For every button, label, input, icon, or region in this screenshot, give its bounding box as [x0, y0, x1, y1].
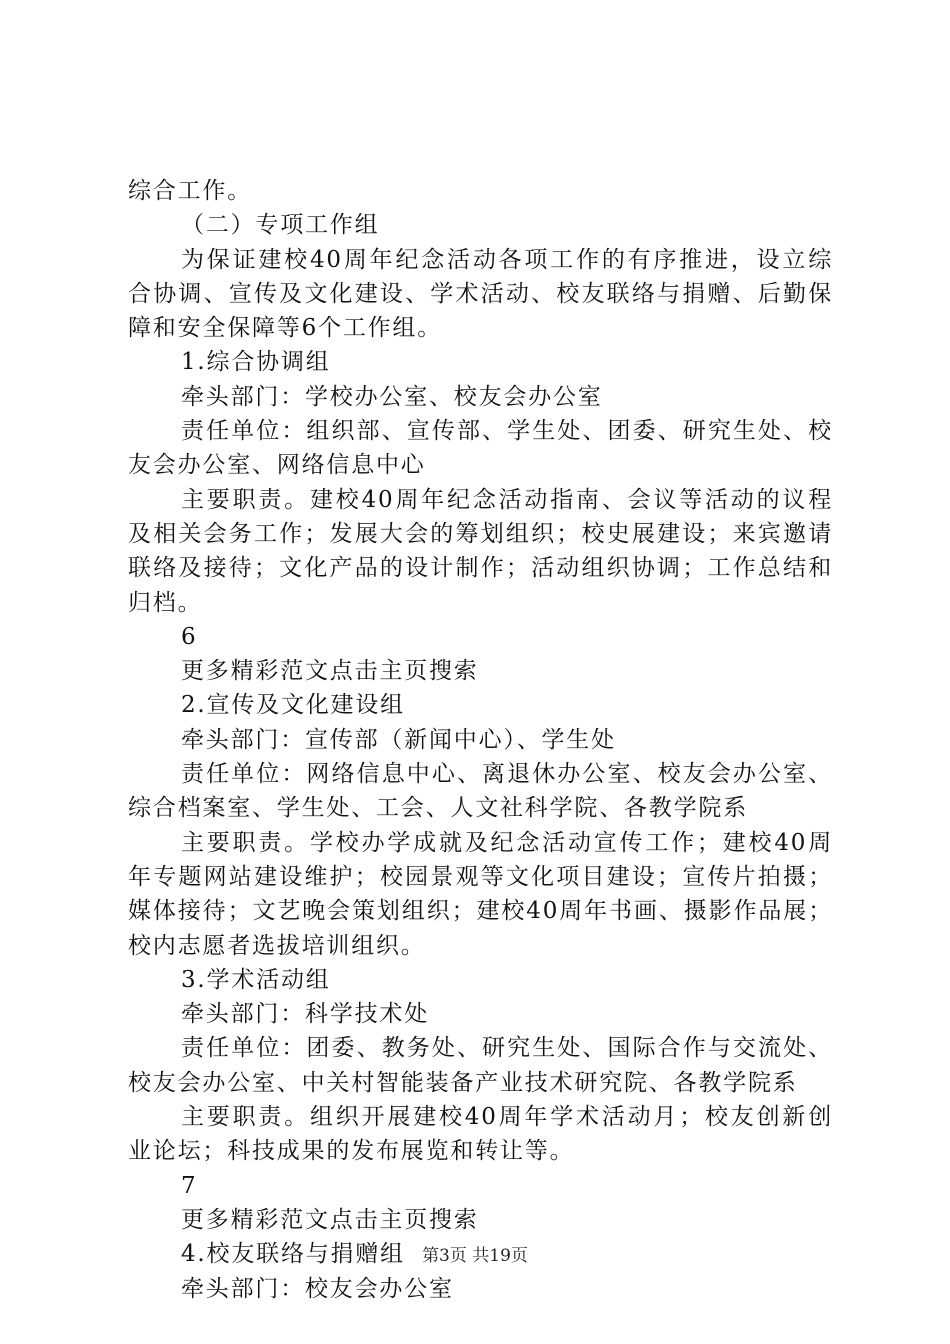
paragraph: 4.校友联络与捐赠组 — [181, 1241, 405, 1268]
paragraph: 牵头部门：宣传部（新闻中心）、学生处 — [181, 726, 616, 753]
paragraph: 6 — [181, 623, 198, 650]
paragraph: 综合工作。 — [128, 178, 252, 204]
paragraph: （二）专项工作组 — [181, 212, 380, 239]
paragraph: 更多精彩范文点击主页搜索 — [181, 658, 479, 685]
paragraph: 牵头部门：校友会办公室 — [181, 1275, 454, 1302]
paragraph: 3.学术活动组 — [181, 966, 331, 993]
paragraph: 主要职责。学校办学成就及纪念活动宣传工作；建校40周年专题网站建设维护；校园景观等文化项目建设；宣传片拍摄；媒体接待；文艺晚会策划组织；建校40周年书画、摄影作品展；校内志愿者选拔培训组织。 — [128, 829, 833, 959]
paragraph: 责任单位：团委、教务处、研究生处、国际合作与交流处、校友会办公室、中关村智能装备产业技术研究院、各教学院系 — [128, 1035, 833, 1096]
paragraph: 更多精彩范文点击主页搜索 — [181, 1206, 479, 1233]
paragraph: 责任单位：组织部、宣传部、学生处、团委、研究生处、校友会办公室、网络信息中心 — [128, 418, 833, 479]
document-body — [128, 174, 833, 1306]
paragraph: 1.综合协调组 — [181, 349, 331, 376]
paragraph: 主要职责。组织开展建校40周年学术活动月；校友创新创业论坛；科技成果的发布展览和转让等。 — [128, 1104, 833, 1165]
page-footer: 第3页 共19页 — [422, 1246, 528, 1266]
paragraph: 责任单位：网络信息中心、离退休办公室、校友会办公室、综合档案室、学生处、工会、人文社科学院、各教学院系 — [128, 761, 833, 822]
paragraph: 牵头部门：科学技术处 — [181, 1001, 429, 1028]
paragraph: 2.宣传及文化建设组 — [181, 692, 405, 719]
paragraph: 牵头部门：学校办公室、校友会办公室 — [181, 383, 603, 410]
paragraph: 为保证建校40周年纪念活动各项工作的有序推进，设立综合协调、宣传及文化建设、学术活动、校友联络与捐赠、后勤保障和安全保障等6个工作组。 — [128, 246, 833, 342]
paragraph: 主要职责。建校40周年纪念活动指南、会议等活动的议程及相关会务工作；发展大会的筹划组织；校史展建设；来宾邀请联络及接待；文化产品的设计制作；活动组织协调；工作总结和归档。 — [128, 486, 833, 616]
paragraph: 7 — [181, 1172, 198, 1199]
